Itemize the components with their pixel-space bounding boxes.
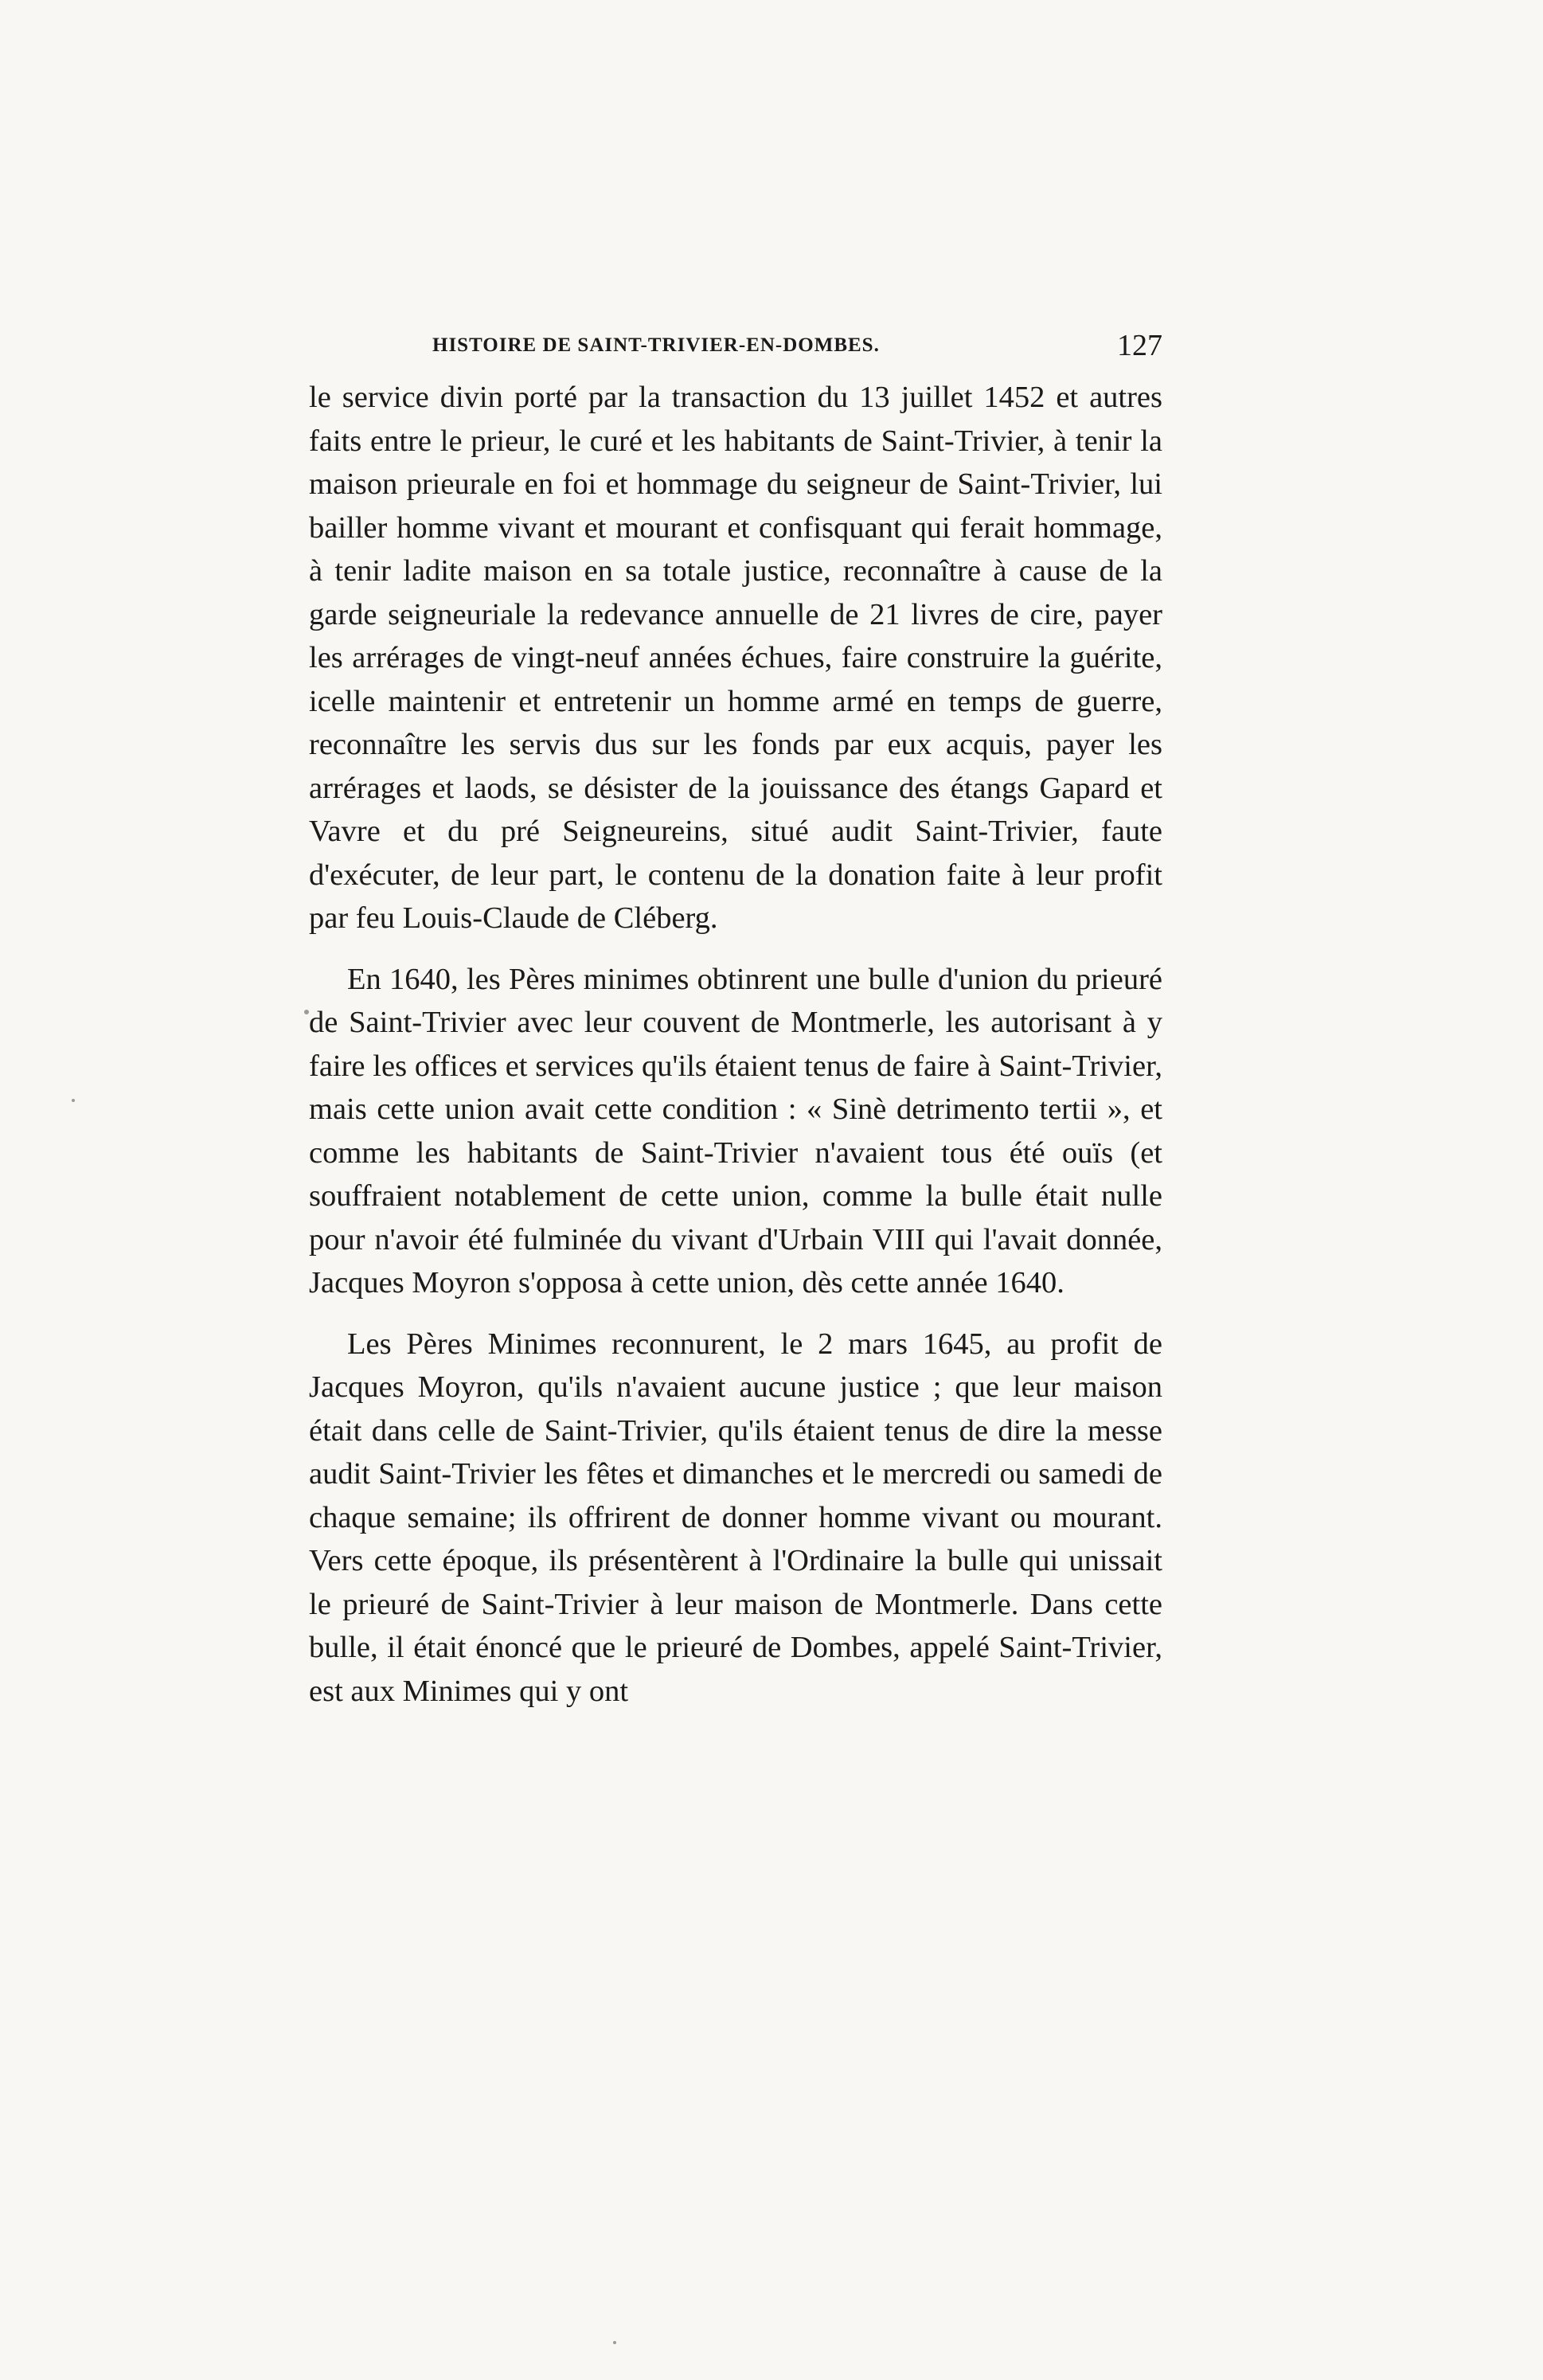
- body-text: [309, 376, 1162, 1713]
- scan-speck: [72, 1099, 75, 1102]
- paragraph-2: En 1640, les Pères minimes obtinrent une bulle d'union du prieuré de Saint-Trivier avec leur couvent de Montmerle, les autorisant à y faire les offices et services qu'ils étaient tenus de faire à Saint-Trivier, mais cette union avait cette condition : « Sinè detrimento tertii », et comme les habitants de Saint-Trivier n'avaient tous été ouïs (et souffraient notablement de cette union, comme la bulle était nulle pour n'avoir été fulminée du vivant d'Urbain VIII qui l'avait donnée, Jacques Moyron s'opposa à cette union, dès cette année 1640.: [309, 962, 1162, 1299]
- scan-speck: [613, 2341, 616, 2344]
- paragraph-1: le service divin porté par la transaction du 13 juillet 1452 et autres faits entre le prieur, le curé et les habitants de Saint-Trivier, à tenir la maison prieurale en foi et hommage du seigneur de Saint-Trivier, lui bailler homme vivant et mourant et confisquant qui ferait hommage, à tenir ladite maison en sa totale justice, reconnaître à cause de la garde seigneuriale la redevance annuelle de 21 livres de cire, payer les arrérages de vingt-neuf années échues, faire construire la guérite, icelle maintenir et entretenir un homme armé en temps de guerre, reconnaître les servis dus sur les fonds par eux acquis, payer les arrérages et laods, se désister de la jouissance des étangs Gapard et Vavre et du pré Seigneureins, situé audit Saint-Trivier, faute d'exécuter, de leur part, le contenu de la donation faite à leur profit par feu Louis-Claude de Cléberg.: [309, 381, 1162, 935]
- scan-speck: [304, 1010, 309, 1014]
- running-title: HISTOIRE DE SAINT-TRIVIER-EN-DOMBES.: [432, 334, 880, 356]
- page-header: [309, 328, 1162, 376]
- page-number: 127: [1117, 329, 1162, 362]
- paragraph-3: Les Pères Minimes reconnurent, le 2 mars 1645, au profit de Jacques Moyron, qu'ils n'avaient aucune justice ; que leur maison était dans celle de Saint-Trivier, qu'ils étaient tenus de dire la messe audit Saint-Trivier les fêtes et dimanches et le mercredi ou samedi de chaque semaine; ils offrirent de donner homme vivant ou mourant. Vers cette époque, ils présentèrent à l'Ordinaire la bulle qui unissait le prieuré de Saint-Trivier à leur maison de Montmerle. Dans cette bulle, il était énoncé que le prieuré de Dombes, appelé Saint-Trivier, est aux Minimes qui y ont: [309, 1327, 1162, 1708]
